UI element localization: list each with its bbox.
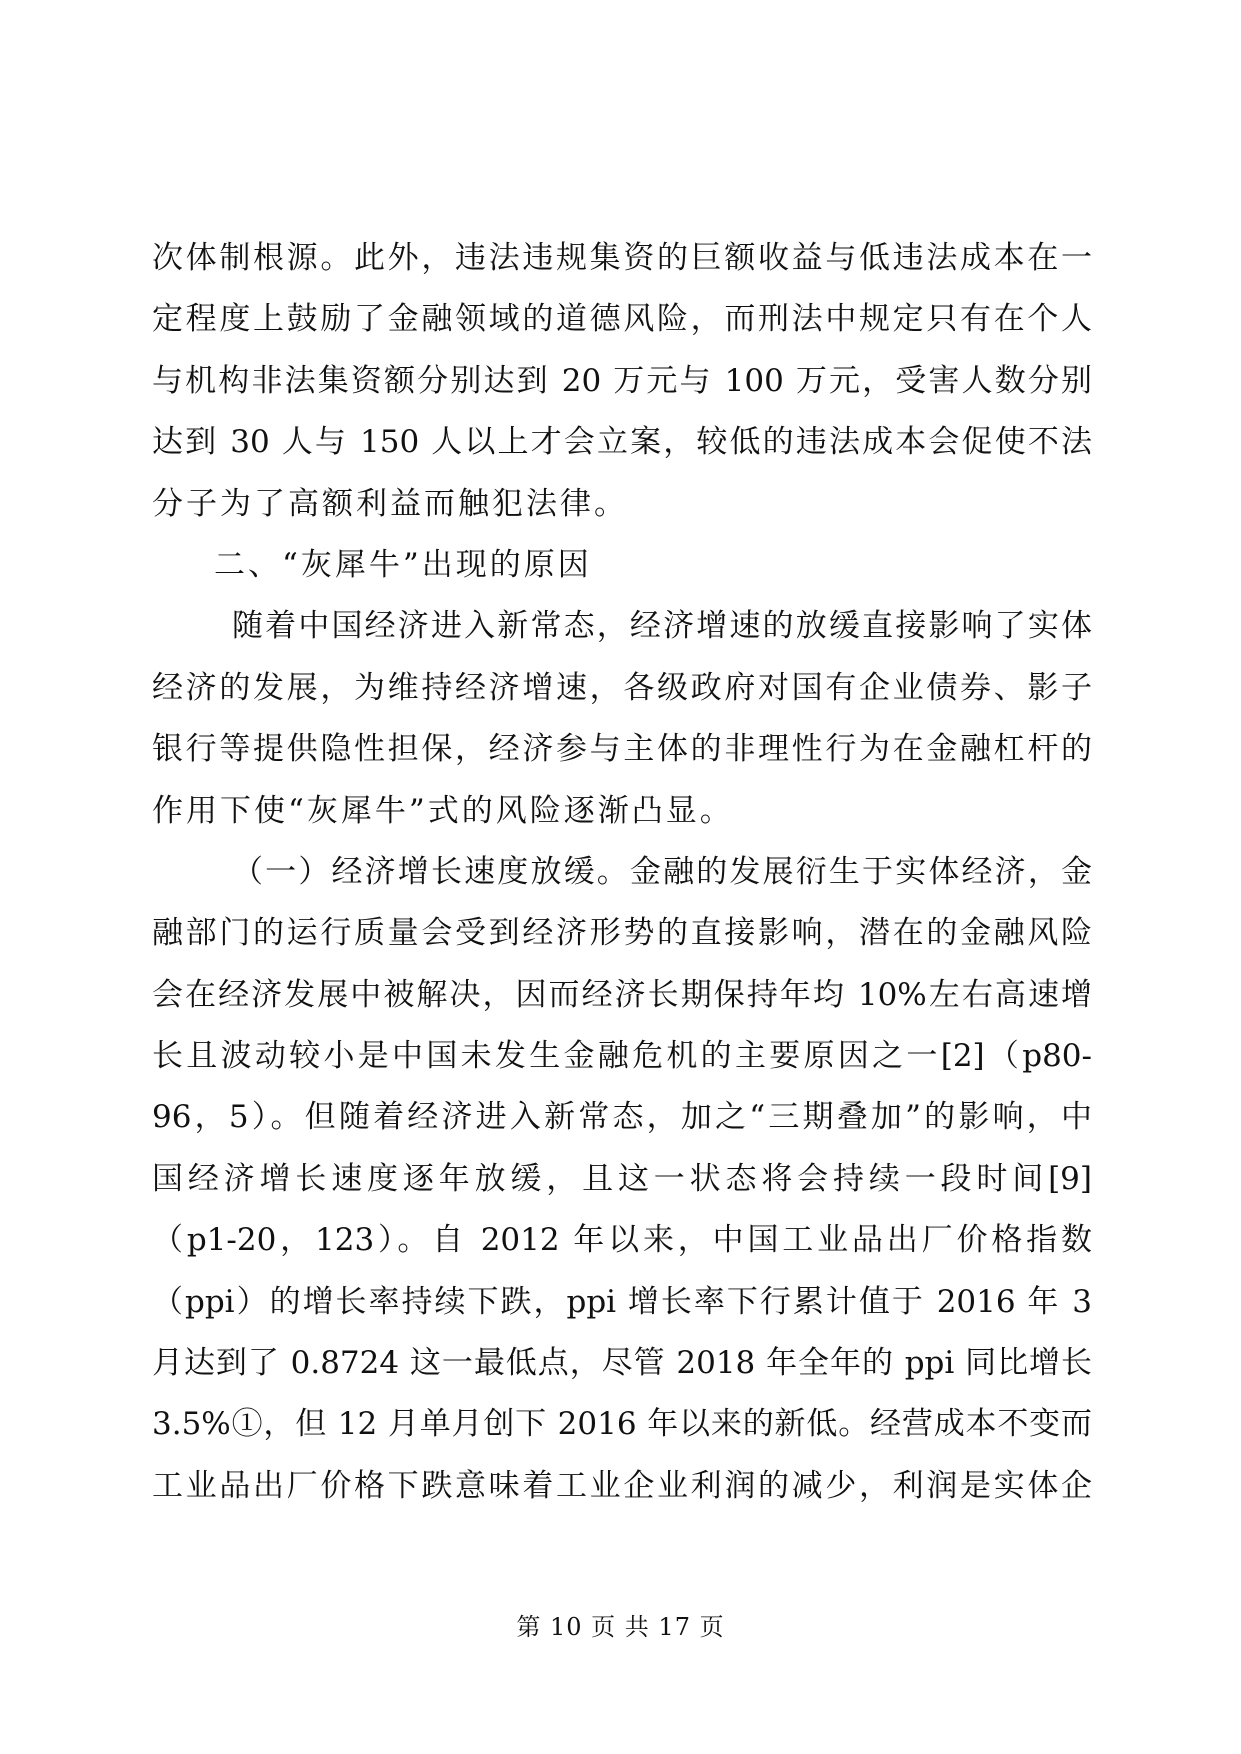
body-line-5: 分子为了高额利益而触犯法律。 [152, 485, 628, 522]
body-line-18: （ppi）的增长率持续下跌，ppi 增长率下行累计值于 2016 年 3 [152, 1283, 1092, 1320]
body-line-20: 3.5%①，但 12 月单月创下 2016 年以来的新低。经营成本不变而 [152, 1406, 1092, 1443]
body-line-16: 国经济增长速度逐年放缓，且这一状态将会持续一段时间[9] [152, 1160, 1092, 1197]
body-line-13: 会在经济发展中被解决，因而经济长期保持年均 10%左右高速增 [152, 976, 1092, 1013]
subsection-line-1: （一）经济增长速度放缓。金融的发展衍生于实体经济，金 [232, 853, 1092, 890]
body-line-1: 次体制根源。此外，违法违规集资的巨额收益与低违法成本在一 [152, 240, 1092, 276]
body-line-10: 作用下使“灰犀牛”式的风险逐渐凸显。 [152, 792, 734, 829]
body-line-4: 达到 30 人与 150 人以上才会立案，较低的违法成本会促使不法 [152, 424, 1092, 461]
body-line-14: 长且波动较小是中国未发生金融危机的主要原因之一[2]（p80- [152, 1038, 1092, 1075]
body-line-7: 随着中国经济进入新常态，经济增速的放缓直接影响了实体 [232, 608, 1092, 645]
document-body [152, 228, 1092, 1517]
body-line-12: 融部门的运行质量会受到经济形势的直接影响，潜在的金融风险 [152, 915, 1092, 952]
body-line-2: 定程度上鼓励了金融领域的道德风险，而刑法中规定只有在个人 [152, 301, 1092, 338]
body-line-19: 月达到了 0.8724 这一最低点，尽管 2018 年全年的 ppi 同比增长 [152, 1345, 1092, 1382]
page-number-footer: 第 10 页 共 17 页 [516, 1613, 725, 1641]
body-line-3: 与机构非法集资额分别达到 20 万元与 100 万元，受害人数分别 [152, 362, 1092, 399]
section-heading: 二、“灰犀牛”出现的原因 [214, 546, 592, 583]
body-line-15: 96，5）。但随着经济进入新常态，加之“三期叠加”的影响，中 [152, 1099, 1092, 1136]
body-line-8: 经济的发展，为维持经济增速，各级政府对国有企业债券、影子 [152, 669, 1092, 706]
body-line-21: 工业品出厂价格下跌意味着工业企业利润的减少，利润是实体企 [152, 1467, 1092, 1504]
body-line-9: 银行等提供隐性担保，经济参与主体的非理性行为在金融杠杆的 [152, 731, 1092, 768]
body-line-17: （p1-20，123）。自 2012 年以来，中国工业品出厂价格指数 [152, 1222, 1092, 1259]
